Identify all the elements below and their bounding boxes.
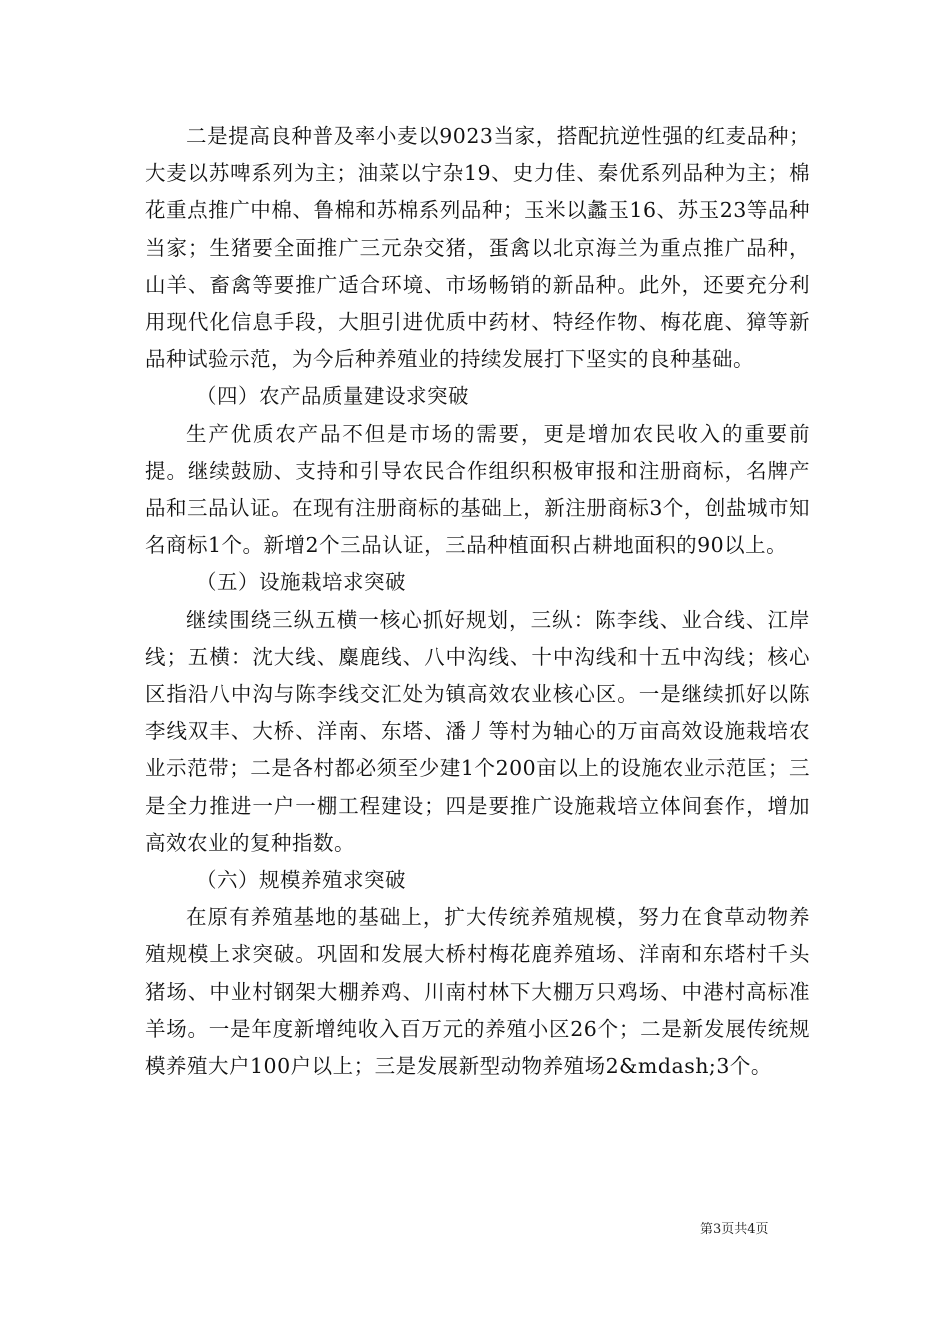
section-heading-breeding: （六）规模养殖求突破	[196, 868, 406, 893]
paragraph-quality: 生产优质农产品不但是市场的需要，更是增加农民收入的重要前提。继续鼓励、支持和引导农民合作组织积极审报和注册商标，名牌产品和三品认证。在现有注册商标的基础上，新注册商标3个，创盐城市知名商标1个。新增2个三品认证，三品种植面积占耕地面积的90以上。	[145, 421, 810, 558]
section-heading-facility: （五）设施栽培求突破	[196, 570, 406, 595]
page-number-footer: 第3页共4页	[700, 1222, 769, 1237]
paragraph-seed-promotion: 二是提高良种普及率小麦以9023当家，搭配抗逆性强的红麦品种；大麦以苏啤系列为主；油菜以宁杂19、史力佳、秦优系列品种为主；棉花重点推广中棉、鲁棉和苏棉系列品种；玉米以蠡玉16、苏玉23等品种当家；生猪要全面推广三元杂交猪，蛋禽以北京海兰为重点推广品种，山羊、畜禽等要推广适合环境、市场畅销的新品种。此外，还要充分利用现代化信息手段，大胆引进优质中药材、特经作物、梅花鹿、獐等新品种试验示范，为今后种养殖业的持续发展打下坚实的良种基础。	[145, 124, 810, 372]
section-heading-quality: （四）农产品质量建设求突破	[196, 384, 469, 409]
document-body	[145, 118, 810, 1085]
paragraph-facility: 继续围绕三纵五横一核心抓好规划，三纵：陈李线、业合线、江岸线；五横：沈大线、麋鹿线、八中沟线、十中沟线和十五中沟线；核心区指沿八中沟与陈李线交汇处为镇高效农业核心区。一是继续抓好以陈李线双丰、大桥、洋南、东塔、潘丿等村为轴心的万亩高效设施栽培农业示范带；二是各村都必须至少建1个200亩以上的设施农业示范匡；三是全力推进一户一棚工程建设；四是要推广设施栽培立体间套作，增加高效农业的复种指数。	[145, 607, 810, 855]
paragraph-breeding: 在原有养殖基地的基础上，扩大传统养殖规模，努力在食草动物养殖规模上求突破。巩固和发展大桥村梅花鹿养殖场、洋南和东塔村千头猪场、中业村钢架大棚养鸡、川南村林下大棚万只鸡场、中港村高标准羊场。一是年度新增纯收入百万元的养殖小区26个；二是新发展传统规模养殖大户100户以上；三是发展新型动物养殖场2&mdash;3个。	[145, 905, 810, 1079]
